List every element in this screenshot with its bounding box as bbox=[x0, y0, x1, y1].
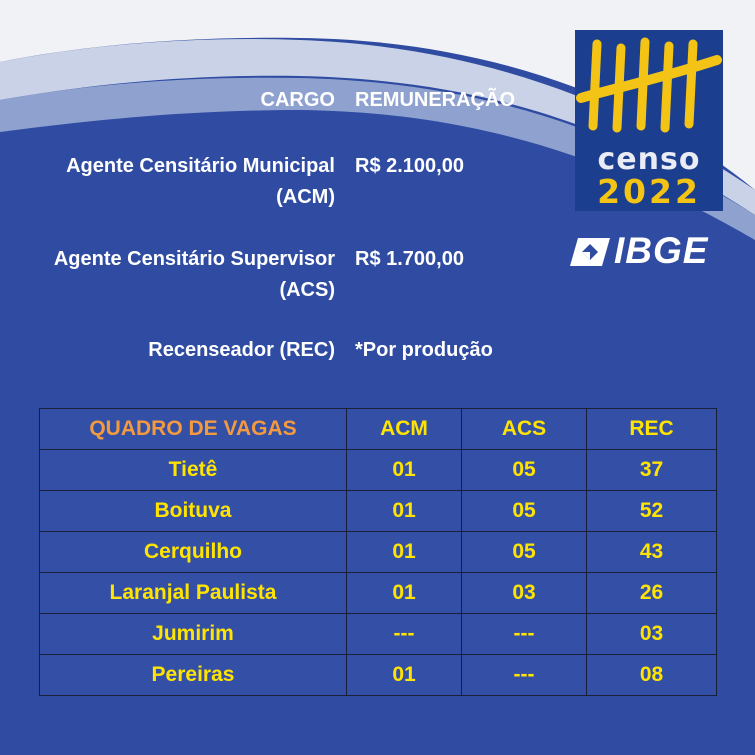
acs-cell: --- bbox=[462, 655, 587, 696]
acs-cell: 05 bbox=[462, 450, 587, 491]
acm-cell: 01 bbox=[347, 450, 462, 491]
acs-cell: --- bbox=[462, 614, 587, 655]
rec-cell: 03 bbox=[587, 614, 717, 655]
rec-cell: 37 bbox=[587, 450, 717, 491]
city-cell: Pereiras bbox=[40, 655, 347, 696]
table-row bbox=[40, 614, 717, 655]
ibge-mark-icon bbox=[568, 236, 612, 268]
role-rec: Recenseador (REC) bbox=[148, 339, 335, 361]
city-cell: Tietê bbox=[40, 450, 347, 491]
role-acm bbox=[0, 151, 335, 213]
amount-rec: *Por produção bbox=[355, 339, 493, 361]
cargo-header: CARGO bbox=[260, 89, 335, 111]
header-acs: ACS bbox=[462, 409, 587, 450]
acs-cell: 03 bbox=[462, 573, 587, 614]
header-rec: REC bbox=[587, 409, 717, 450]
censo-year: 2022 bbox=[597, 172, 701, 211]
city-cell: Boituva bbox=[40, 491, 347, 532]
role-acs-line1: Agente Censitário Supervisor bbox=[53, 248, 335, 270]
ibge-text: IBGE bbox=[614, 230, 709, 271]
remuneracao-header: REMUNERAÇÃO bbox=[355, 89, 515, 111]
vacancy-table bbox=[39, 408, 717, 696]
table-row bbox=[40, 532, 717, 573]
acm-cell: 01 bbox=[347, 491, 462, 532]
city-cell: Laranjal Paulista bbox=[40, 573, 347, 614]
acs-cell: 05 bbox=[462, 532, 587, 573]
table-row bbox=[40, 450, 717, 491]
role-acs bbox=[0, 244, 335, 306]
city-cell: Cerquilho bbox=[40, 532, 347, 573]
table-row bbox=[40, 491, 717, 532]
rec-cell: 52 bbox=[587, 491, 717, 532]
header-quadro-de-vagas: QUADRO DE VAGAS bbox=[40, 409, 347, 450]
role-acm-line2: (ACM) bbox=[276, 186, 335, 208]
rec-cell: 43 bbox=[587, 532, 717, 573]
censo-2022-logo bbox=[575, 30, 723, 211]
amount-acs: R$ 1.700,00 bbox=[355, 248, 464, 270]
table-header-row bbox=[40, 409, 717, 450]
ibge-logo bbox=[568, 232, 728, 272]
acm-cell: 01 bbox=[347, 532, 462, 573]
rec-cell: 26 bbox=[587, 573, 717, 614]
city-cell: Jumirim bbox=[40, 614, 347, 655]
rec-cell: 08 bbox=[587, 655, 717, 696]
table-row bbox=[40, 573, 717, 614]
role-acm-line1: Agente Censitário Municipal bbox=[66, 155, 335, 177]
acm-cell: --- bbox=[347, 614, 462, 655]
censo-word: censo bbox=[597, 142, 701, 177]
acs-cell: 05 bbox=[462, 491, 587, 532]
table-row bbox=[40, 655, 717, 696]
role-acs-line2: (ACS) bbox=[279, 279, 335, 301]
acm-cell: 01 bbox=[347, 573, 462, 614]
amount-acm: R$ 2.100,00 bbox=[355, 155, 464, 177]
acm-cell: 01 bbox=[347, 655, 462, 696]
header-acm: ACM bbox=[347, 409, 462, 450]
